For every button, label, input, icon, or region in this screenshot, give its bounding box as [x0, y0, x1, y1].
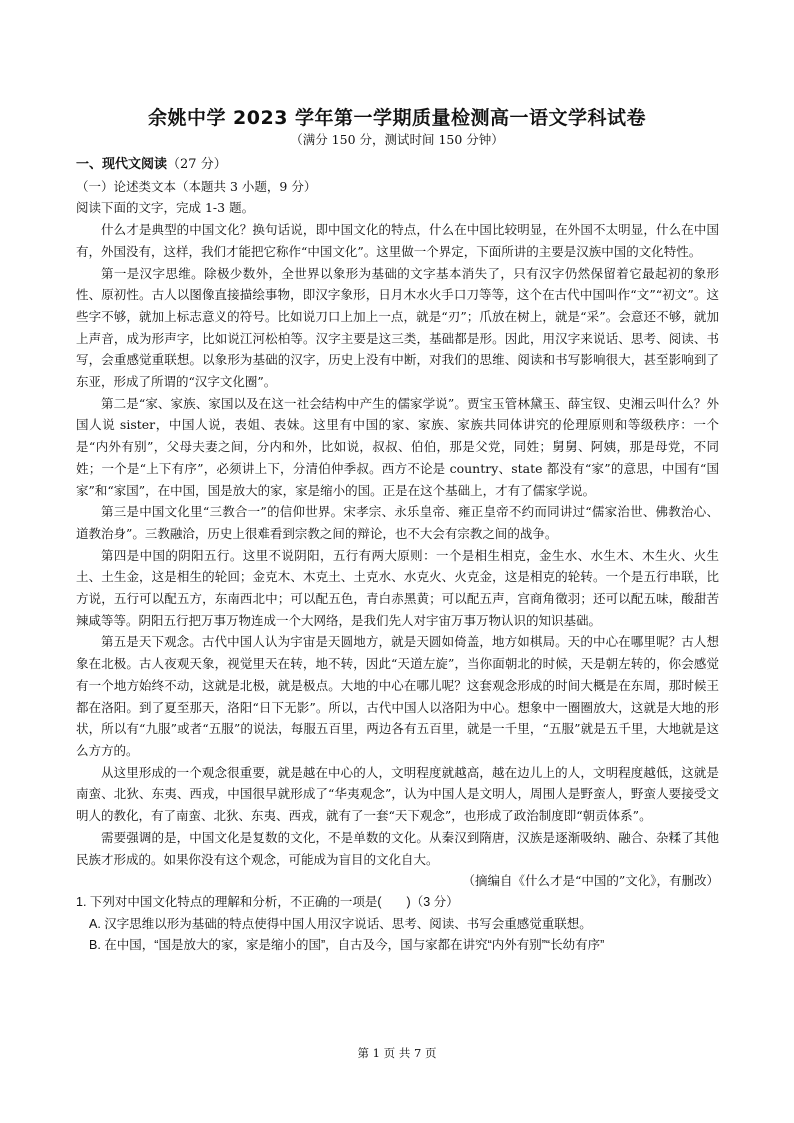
question-option-b: B. 在中国，“国是放大的家，家是缩小的国”，自古及今，国与家都在讲究“内外有别”“长幼有序”	[89, 938, 605, 953]
passage-paragraph: 第三是中国文化里“三教合一”的信仰世界。宋孝宗、永乐皇帝、雍正皇帝不约而同讲过“儒家治世、佛教治心、道教治身”。三教融洽，历史上很难看到宗教之间的辩论，也不大会有宗教之间的战争。	[76, 504, 719, 541]
subsection-heading: （一）论述类文本（本题共 3 小题，9 分）	[76, 178, 317, 194]
passage-paragraph: 需要强调的是，中国文化是复数的文化，不是单数的文化。从秦汉到隋唐，汉族是逐渐吸纳、融合、杂糅了其他民族才形成的。如果你没有这个观念，可能成为盲目的文化自大。	[76, 829, 719, 867]
exam-title: 余姚中学 2023 学年第一学期质量检测高一语文学科试卷	[147, 107, 647, 129]
section-score: （27 分）	[167, 157, 227, 172]
exam-subtitle: （满分 150 分，测试时间 150 分钟）	[290, 132, 504, 147]
page-number: 第 1 页 共 7 页	[357, 1046, 437, 1060]
section-title: 一、现代文阅读	[76, 157, 168, 172]
passage-paragraph: 第一是汉字思维。除极少数外，全世界以象形为基础的文字基本消失了，只有汉字仍然保留着它最起初的象形性、原初性。古人以图像直接描绘事物，即汉字象形，日月木水火手口刀等等，这个在古代中国叫作“文”“初文”。这些字不够，就加上标志意义的符号。比如说刀口上加上一点，就是“刃”；爪放在树上，就是“采”。会意还不够，就加上声音，成为形声字，比如说江河松柏等。汉字主要是这三类，基础都是形。因此，用汉字来说话、思考、阅读、书写，会重感觉重联想。以象形为基础的汉字，历史上没有中断，对我们的思维、阅读和书写影响很大，甚至影响到了东亚，形成了所谓的“汉字文化圈”。	[76, 265, 719, 390]
passage-paragraph: 从这里形成的一个观念很重要，就是越在中心的人，文明程度就越高，越在边儿上的人，文明程度越低，这就是南蛮、北狄、东夷、西戎，中国很早就形成了“华夷观念”，认为中国人是文明人，周围人是野蛮人，野蛮人要接受文明人的教化，有了南蛮、北狄、东夷、西戎，就有了一套“天下观念”，也形成了政治制度即“朝贡体系”。	[76, 764, 719, 824]
question-stem: 1. 下列对中国文化特点的理解和分析，不正确的一项是( )（3 分）	[76, 894, 459, 909]
question-option-a: A. 汉字思维以形为基础的特点使得中国人用汉字说话、思考、阅读、书写会重感觉重联想。	[89, 916, 592, 931]
passage-paragraph: 什么才是典型的中国文化？换句话说，即中国文化的特点，什么在中国比较明显，在外国不太明显，什么在中国有，外国没有，这样，我们才能把它称作“中国文化”。这里做一个界定，下面所讲的主要是汉族中国的文化特性。	[76, 222, 719, 259]
passage-source: （摘编自《什么才是“中国的”文化》，有删改）	[462, 873, 719, 889]
passage-paragraph: 第四是中国的阴阳五行。这里不说阴阳，五行有两大原则：一个是相生相克，金生水、水生木、木生火、火生土、土生金，这是相生的轮回；金克木、木克土、土克水、水克火、火克金，这是相克的轮转。一个是五行串联，比方说，五行可以配五方，东南西北中；可以配五色，青白赤黑黄；可以配五声，宫商角徵羽；还可以配五味，酸甜苦辣咸等等。阴阳五行把万事万物连成一个大网络，是我们先人对宇宙万事万物认识的知识基础。	[76, 547, 719, 628]
passage-paragraph: 第五是天下观念。古代中国人认为宇宙是天圆地方，就是天圆如倚盖，地方如棋局。天的中心在哪里呢？古人想象在北极。古人夜观天象，视觉里天在转，地不转，因此“天道左旋”，当你面朝北的时候，天是朝左转的，你会感觉有一个地方始终不动，这就是北极，就是极点。大地的中心在哪儿呢？这套观念形成的时间大概是在东周，那时候王都在洛阳。到了夏至那天，洛阳“日下无影”。所以，古代中国人以洛阳为中心。想象中一圈圈放大，这就是大地的形状，所以有“九服”或者“五服”的说法，每服五百里，两边各有五百里，就是一千里，“五服”就是五千里，大地就是这么方方的。	[76, 634, 719, 758]
section-heading	[76, 154, 719, 176]
content-body	[76, 154, 719, 957]
reading-instruction: 阅读下面的文字，完成 1-3 题。	[76, 200, 255, 216]
passage-paragraph: 第二是“家、家族、家国以及在这一社会结构中产生的儒家学说”。贾宝玉管林黛玉、薛宝钗、史湘云叫什么？外国人说 sister，中国人说，表姐、表妹。这里有中国的家、家族、家族共同体讲究的伦理原则和等级秩序：一个是“内外有别”，父母夫妻之间，分内和外，比如说，叔叔、伯伯，那是父党，同姓；舅舅、阿姨，那是母党，不同姓；一个是“上下有序”，必须讲上下，分清伯仲季叔。西方不论是 country、state 都没有“家”的意思，中国有“国家”和“家国”，在中国，国是放大的家，家是缩小的国。正是在这个基础上，才有了儒家学说。	[76, 395, 719, 498]
